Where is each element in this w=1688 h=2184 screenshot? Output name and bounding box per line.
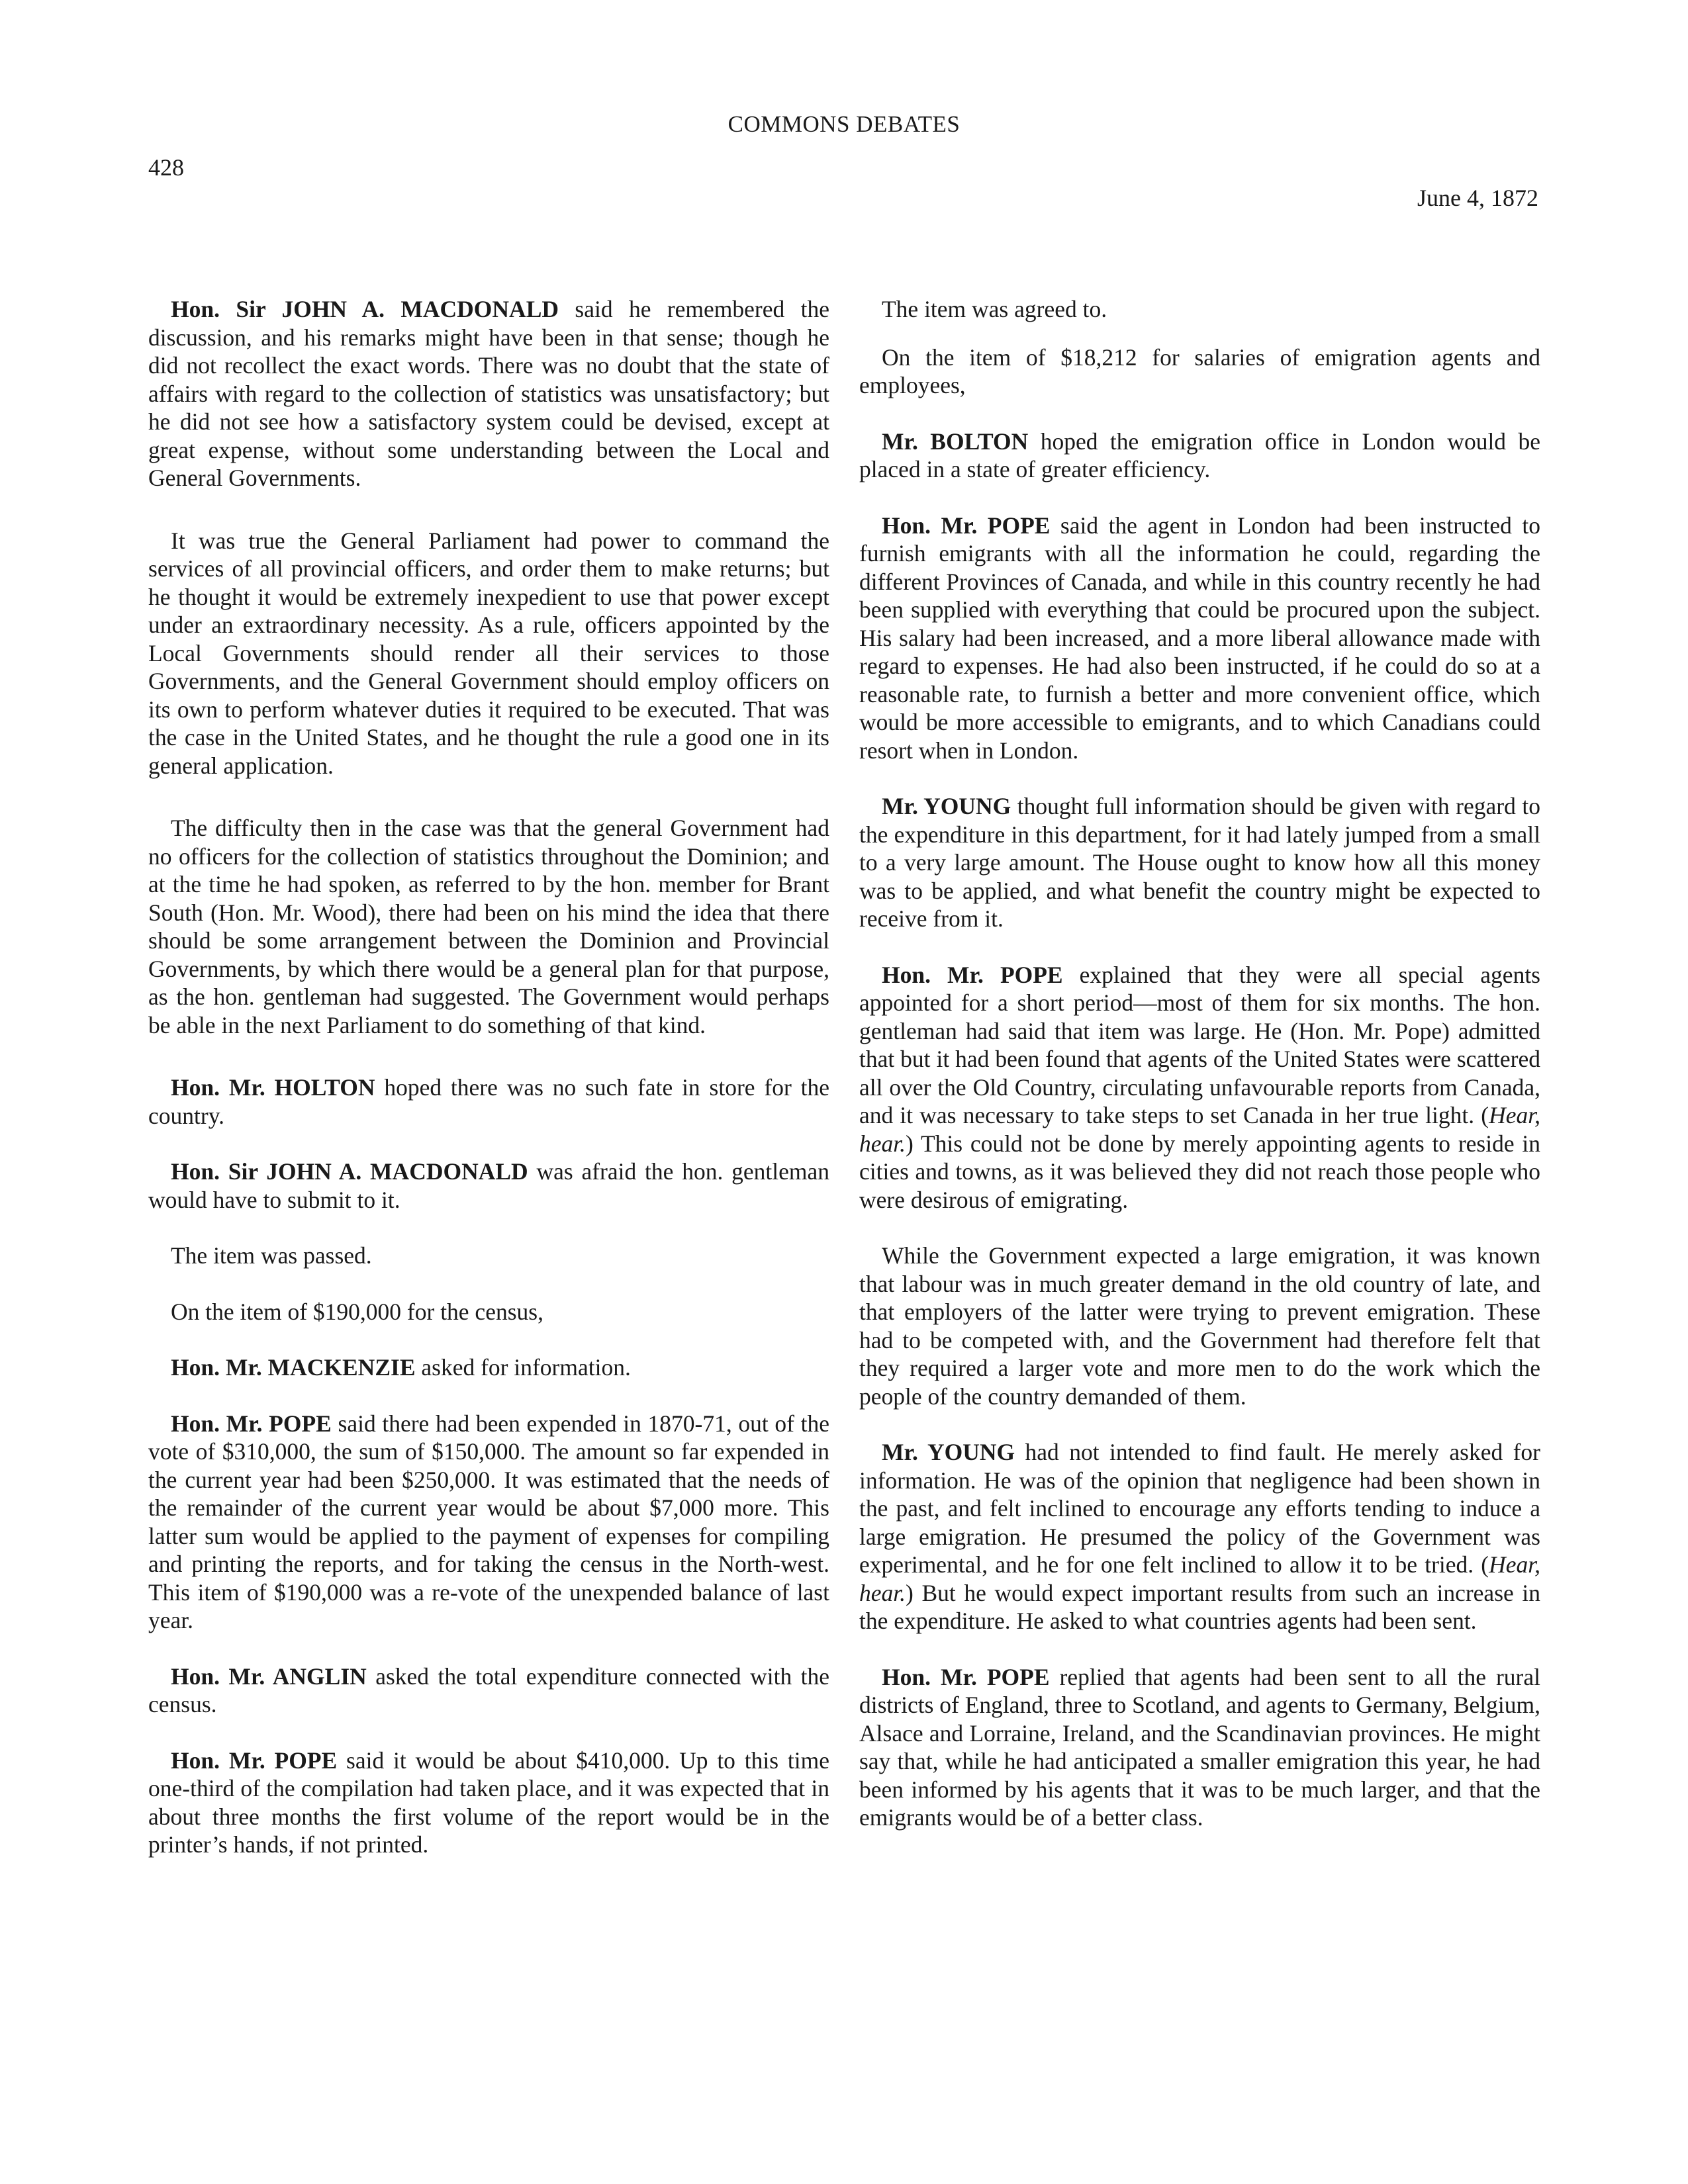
speaker-name: Hon. Mr. HOLTON (171, 1074, 375, 1101)
paragraph (148, 1298, 829, 1326)
speaker-name: Hon. Sir JOHN A. MACDONALD (171, 296, 559, 322)
paragraph (859, 1242, 1540, 1410)
paragraph-text: was afraid the hon. gentleman would have to submit to it. (148, 1158, 829, 1213)
paragraph (148, 1242, 829, 1270)
page-date: June 4, 1872 (1417, 185, 1538, 211)
right-column (859, 295, 1540, 1860)
paragraph (859, 428, 1540, 484)
paragraph-text: It was true the General Parliament had power to command the services of all provincial officers, and order them to make returns; but he thought it would be extremely inexpedient to use that power except under an extraordinary necessity. As a rule, officers appointed by the Local Governments should render all their services to those Governments, and the General Government should employ officers on its own to perform whatever duties it required to be executed. That was the case in the United States, and he thought the rule a good one in its general application. (148, 527, 829, 779)
speaker-name: Hon. Mr. ANGLIN (171, 1662, 367, 1690)
paragraph-text: While the Government expected a large emigration, it was known that labour was in much greater demand in the old country of late, and that employers of the latter were trying to prevent emigration. These had to be competed with, and the Government had therefore felt that they required a larger vote and more men to do the work which the people of the country demanded of them. (859, 1242, 1540, 1410)
paragraph-text: ) But he would expect important results from such an increase in the expenditure. He asked to what countries agents had been sent. (859, 1579, 1540, 1634)
paragraph-text: hoped there was no such fate in store for the country. (148, 1074, 829, 1129)
paragraph-text: said it would be about $410,000. Up to this time one-third of the compilation had taken place, and it was expected that in about three months the first volume of the report would be in the printer’s hands, if not printed. (148, 1747, 829, 1858)
speaker-name: Mr. BOLTON (882, 428, 1029, 455)
interjection: Hear, hear. (859, 1551, 1540, 1606)
paragraph-text: said there had been expended in 1870-71, out of the vote of $310,000, the sum of $150,000. The amount so far expended in the current year had been $250,000. It was estimated that the needs of the remainder of the current year would be about $7,000 more. This latter sum would be applied to the payment of expenses for compiling and printing the reports, and for taking the census in the North-west. This item of $190,000 was a re-vote of the unexpended balance of last year. (148, 1410, 829, 1633)
speaker-name: Mr. YOUNG (882, 1439, 1015, 1465)
paragraph (859, 295, 1540, 324)
speaker-name: Hon. Mr. MACKENZIE (171, 1354, 416, 1381)
interjection: Hear, hear. (859, 1102, 1540, 1157)
left-column (148, 295, 829, 1887)
paragraph-text: ) This could not be done by merely appointing agents to reside in cities and towns, as it was believed they did not reach those people who were desirous of emigrating. (859, 1130, 1540, 1213)
paragraph-text: The difficulty then in the case was that the general Government had no officers for the collection of statistics throughout the Dominion; and at the time he had spoken, as referred to by the hon. member for Brant South (Hon. Mr. Wood), there had been on his mind the idea that there should be some arrangement between the Dominion and Provincial Governments, by which there would be a general plan for that purpose, as the hon. gentleman had suggested. The Government would perhaps be able in the next Parliament to do something of that kind. (148, 815, 829, 1038)
paragraph (148, 814, 829, 1039)
paragraph (859, 343, 1540, 400)
paragraph-text: said he remembered the discussion, and his remarks might have been in that sense; though he did not recollect the exact words. There was no doubt that the state of affairs with regard to the collection of statistics was unsatisfactory; but he did not see how a satisfactory system could be devised, except at great expense, without some understanding between the Local and General Governments. (148, 296, 829, 491)
paragraph (859, 1663, 1540, 1832)
paragraph-text: thought full information should be given with regard to the expenditure in this department, for it had lately jumped from a small to a very large amount. The House ought to know how all this money was to be applied, and what benefit the country might be expected to receive from it. (859, 793, 1540, 932)
paragraph-text: asked the total expenditure connected with the census. (148, 1662, 830, 1717)
speaker-name: Hon. Mr. POPE (882, 961, 1063, 988)
paragraph-text: On the item of $18,212 for salaries of emigration agents and employees, (859, 343, 1540, 398)
paragraph-text: replied that agents had been sent to all the rural districts of England, three to Scotland, and agents to Germany, Belgium, Alsace and Lorraine, Ireland, and the Scandinavian provinces. He might say that, while he had anticipated a smaller emigration this year, he had been informed by his agents that it was to be much larger, and that the emigrants would be of a better class. (859, 1663, 1540, 1831)
paragraph-text: asked for information. (415, 1354, 631, 1381)
paragraph (148, 1747, 829, 1859)
page-number: 428 (148, 154, 184, 181)
paragraph (148, 1073, 829, 1130)
speaker-name: Hon. Mr. POPE (882, 512, 1051, 539)
paragraph-text: The item was passed. (171, 1242, 372, 1269)
speaker-name: Mr. YOUNG (882, 793, 1011, 819)
speaker-name: Hon. Mr. POPE (171, 1410, 332, 1437)
paragraph-text: hoped the emigration office in London would be placed in a state of greater efficiency. (859, 428, 1540, 482)
paragraph-text: On the item of $190,000 for the census, (171, 1298, 543, 1325)
paragraph (148, 1410, 829, 1635)
paragraph (859, 792, 1540, 933)
paragraph (148, 1353, 829, 1382)
speaker-name: Hon. Mr. POPE (882, 1663, 1050, 1690)
publication-title: COMMONS DEBATES (727, 111, 961, 137)
paragraph-text: explained that they were all special agents appointed for a short period—most of them for six months. The hon. gentleman had said that item was large. He (Hon. Mr. Pope) admitted that but it had been found that agents of the United States were scattered all over the Old Country, circulating unfavourable reports from Canada, and it was necessary to take steps to set Canada in her true light. ( (859, 961, 1540, 1128)
paragraph (859, 512, 1540, 765)
paragraph (859, 1438, 1540, 1635)
paragraph-text: said the agent in London had been instructed to furnish emigrants with all the information he could, regarding the different Provinces of Canada, and while in this country recently he had been supplied with everything that could be procured upon the subject. His salary had been increased, and a more liberal allowance made with regard to expenses. He had also been instructed, if he could do so at a reasonable rate, to furnish a better and more convenient office, which would be more accessible to emigrants, and to which Canadians could resort when in London. (859, 512, 1540, 764)
speaker-name: Hon. Sir JOHN A. MACDONALD (171, 1158, 528, 1185)
paragraph-text: had not intended to find fault. He merely asked for information. He was of the opinion that negligence had been shown in the past, and felt inclined to encourage any efforts tending to induce a large emigration. He presumed the policy of the Government was experimental, and he for one felt inclined to allow it to be tried. ( (859, 1439, 1541, 1578)
paragraph (148, 1662, 829, 1719)
speaker-name: Hon. Mr. POPE (171, 1747, 338, 1774)
paragraph (148, 1158, 829, 1214)
paragraph-text: The item was agreed to. (882, 296, 1107, 322)
paragraph (148, 295, 829, 492)
paragraph (148, 527, 829, 780)
paragraph (859, 961, 1540, 1214)
